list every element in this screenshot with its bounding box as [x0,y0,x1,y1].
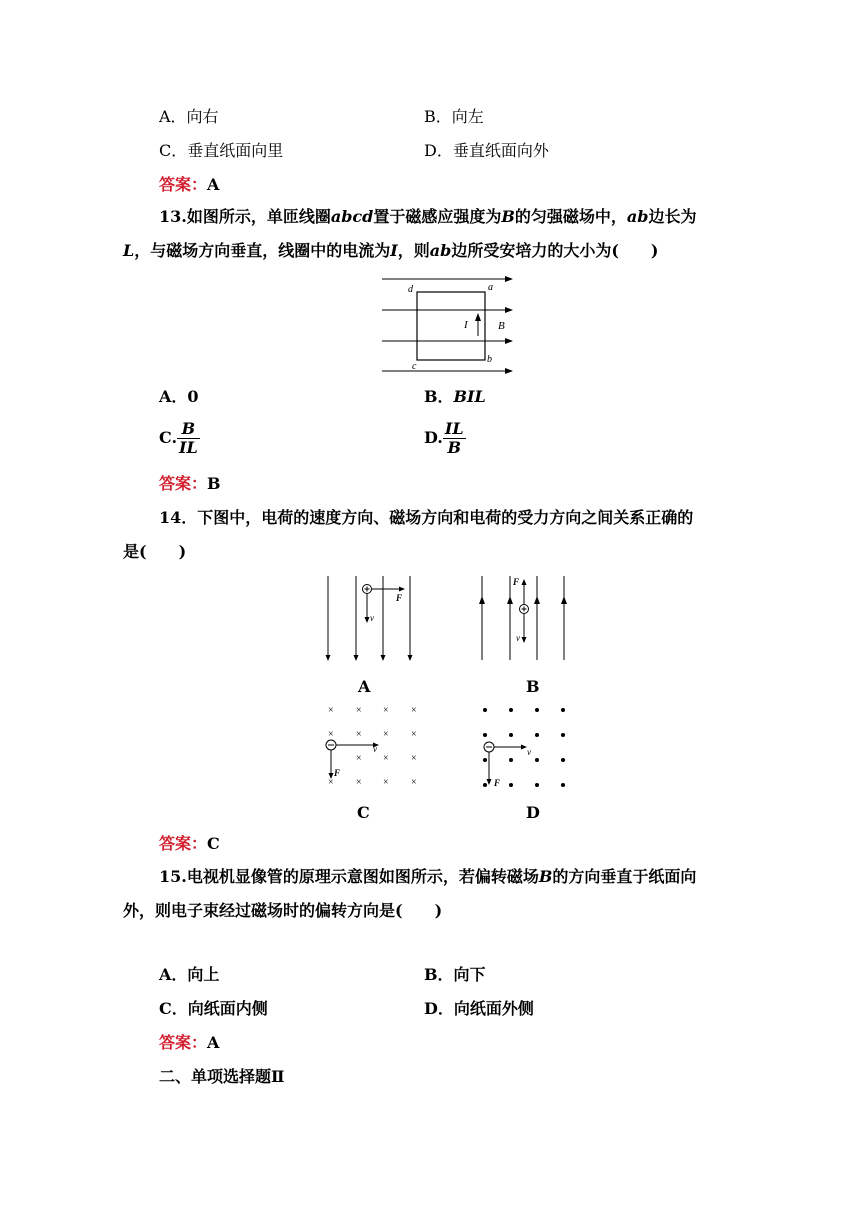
q14-caption-d: D [526,803,540,822]
answer-label: 答案： [159,834,208,853]
q15-option-b: B．向下 [424,965,486,984]
q14-caption-c: C [357,803,370,822]
label-f: F [494,778,501,788]
svg-text:×: × [328,777,334,788]
q13-stem-line2 [123,240,658,262]
label-v: v [373,744,377,754]
q15-option-c: C．向纸面内侧 [159,999,268,1018]
svg-text:×: × [383,729,389,740]
label-a: a [488,282,493,293]
label-d: d [408,284,413,295]
answer-value: C [207,834,220,853]
q13-var-ab: ab [626,207,649,226]
q15-answer [159,1032,219,1054]
option-prefix: D. [424,428,443,447]
q13-text: ，则 [397,241,430,260]
answer-label: 答案： [159,1033,208,1052]
q15-stem-line1 [159,866,696,888]
section-heading: 二、单项选择题Ⅱ [159,1067,285,1086]
svg-text:×: × [383,705,389,716]
q14-stem-line2: 是( ) [123,542,187,561]
q14-figure-a [318,574,418,664]
q13-coil-figure [380,274,520,376]
q13-var-i: I [390,241,398,260]
answer-value: A [207,1033,220,1052]
fraction [443,420,466,457]
q13-var-ab: ab [429,241,452,260]
svg-text:×: × [356,753,362,764]
numerator: IL [444,419,464,438]
answer-label: 答案： [159,175,208,194]
svg-text:×: × [356,777,362,788]
option-text: A．0 [159,387,199,406]
answer-label: 答案： [159,474,208,493]
q13-var-b: B [501,207,515,226]
q13-text: 的匀强磁场中， [514,207,627,226]
q13-stem-line1 [159,206,696,228]
q13-option-c [159,420,200,457]
q14-figure-b [472,574,572,664]
q14-figure-d [476,700,576,792]
q13-answer [159,473,221,495]
q14-caption-a: A [358,677,371,696]
q14-caption-b: B [526,677,540,696]
denominator: IL [179,438,198,457]
q13-text: 边长为 [648,207,697,226]
label-f: F [334,768,341,778]
label-f: F [396,593,403,603]
q15-text: 15.电视机显像管的原理示意图如图所示，若偏转磁场 [159,867,539,886]
label-b: b [487,354,492,365]
svg-text:×: × [383,777,389,788]
q13-text: 边所受安培力的大小为( ) [451,241,659,260]
q13-var-abcd: abcd [330,207,374,226]
svg-text:×: × [383,753,389,764]
q13-text: 13.如图所示，单匝线圈 [159,207,331,226]
svg-text:×: × [328,729,334,740]
q12-option-a: A．向右 [159,107,219,126]
q14-answer [159,833,220,855]
q13-text: ，与磁场方向垂直，线圈中的电流为 [134,241,391,260]
svg-text:×: × [356,705,362,716]
coil-abcd [417,292,485,360]
label-f: F [513,577,520,587]
svg-text:×: × [411,705,417,716]
label-current-i: I [464,319,468,331]
option-prefix: C. [159,428,178,447]
svg-text:×: × [411,729,417,740]
q12-answer [159,174,219,196]
label-v: v [516,633,520,643]
option-formula: BIL [453,387,486,406]
fraction [177,420,200,457]
q14-figure-c [318,700,428,792]
q15-text: 的方向垂直于纸面向 [552,867,697,886]
q13-option-b [424,386,486,408]
svg-text:×: × [328,705,334,716]
answer-value: B [207,474,221,493]
label-v: v [370,613,374,623]
q15-stem-line2: 外，则电子束经过磁场时的偏转方向是( ) [123,901,443,920]
q12-option-b: B．向左 [424,107,484,126]
answer-value: A [207,175,220,194]
numerator: B [177,420,200,439]
q14-stem-line1: 14．下图中，电荷的速度方向、磁场方向和电荷的受力方向之间关系正确的 [159,508,694,527]
q15-option-a: A．向上 [159,965,220,984]
svg-text:×: × [411,753,417,764]
denominator: B [447,438,461,457]
option-prefix: B． [424,387,454,406]
svg-text:×: × [356,729,362,740]
q15-var-b: B [538,867,553,886]
q13-var-l: L [123,241,135,260]
q13-option-a [159,386,199,408]
q13-option-d [424,420,466,457]
q12-option-c: C．垂直纸面向里 [159,141,284,160]
svg-text:×: × [411,777,417,788]
label-v: v [527,747,531,757]
label-c: c [412,361,417,372]
q13-text: 置于磁感应强度为 [373,207,502,226]
label-field-b: B [498,320,505,332]
q12-option-d: D．垂直纸面向外 [424,141,549,160]
q15-option-d: D．向纸面外侧 [424,999,534,1018]
